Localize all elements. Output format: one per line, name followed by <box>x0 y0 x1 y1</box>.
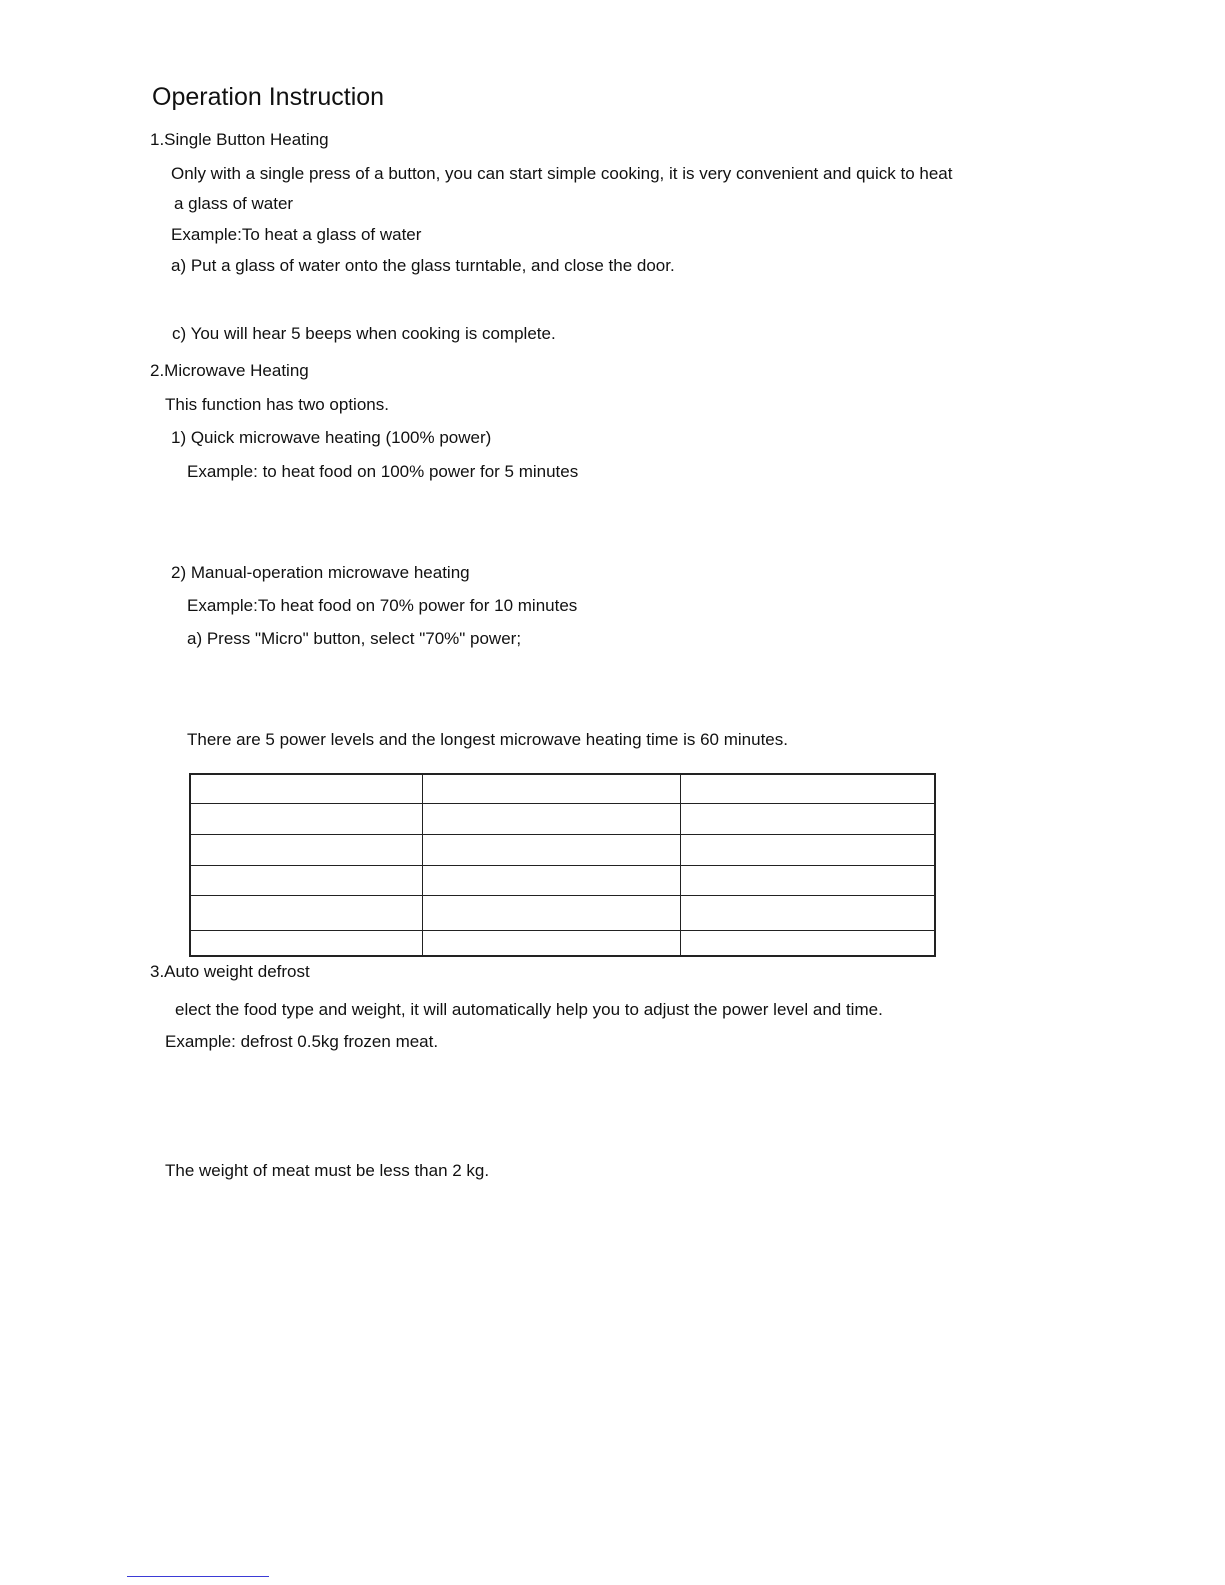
section2-heading: 2.Microwave Heating <box>150 361 309 380</box>
section2-power-note: There are 5 power levels and the longest microwave heating time is 60 minutes. <box>187 730 788 749</box>
section3-weight-note: The weight of meat must be less than 2 kg. <box>165 1161 490 1180</box>
section3-example: Example: defrost 0.5kg frozen meat. <box>165 1032 439 1051</box>
section1-step-a: a) Put a glass of water onto the glass turntable, and close the door. <box>171 256 675 275</box>
table-cell <box>423 774 681 803</box>
table-cell <box>681 803 936 834</box>
table-row <box>190 895 935 930</box>
section3-heading: 3.Auto weight defrost <box>150 962 310 981</box>
section1-description-line1: Only with a single press of a button, you can start simple cooking, it is very convenient and quick to heat <box>171 164 953 183</box>
section2-option2-step-a: a) Press "Micro" button, select "70%" power; <box>187 629 522 648</box>
section3-description: elect the food type and weight, it will automatically help you to adjust the power level and time. <box>175 1000 883 1019</box>
section2-option2: 2) Manual-operation microwave heating <box>171 563 470 582</box>
table-cell <box>681 834 936 865</box>
table-cell <box>681 895 936 930</box>
footnote-divider <box>127 1576 269 1577</box>
table-cell <box>190 774 423 803</box>
table-cell <box>190 865 423 895</box>
table-cell <box>190 895 423 930</box>
table-row <box>190 930 935 956</box>
power-level-table <box>189 773 936 957</box>
table-row <box>190 865 935 895</box>
section2-option1: 1) Quick microwave heating (100% power) <box>171 428 492 447</box>
section1-description-line2: a glass of water <box>174 194 294 213</box>
table-cell <box>190 930 423 956</box>
table-cell <box>423 895 681 930</box>
section2-intro: This function has two options. <box>165 395 389 414</box>
section2-option2-example: Example:To heat food on 70% power for 10 minutes <box>187 596 578 615</box>
table-cell <box>423 803 681 834</box>
table-cell <box>190 834 423 865</box>
table-cell <box>681 930 936 956</box>
table-cell <box>681 774 936 803</box>
table-cell <box>190 803 423 834</box>
table-cell <box>423 930 681 956</box>
table-row <box>190 834 935 865</box>
section1-step-c: c) You will hear 5 beeps when cooking is complete. <box>172 324 556 343</box>
table-row <box>190 803 935 834</box>
section1-example: Example:To heat a glass of water <box>171 225 422 244</box>
table-cell <box>423 865 681 895</box>
page-title: Operation Instruction <box>152 83 385 111</box>
section2-option1-example: Example: to heat food on 100% power for 5 minutes <box>187 462 579 481</box>
table-cell <box>681 865 936 895</box>
table-row <box>190 774 935 803</box>
table-cell <box>423 834 681 865</box>
section1-heading: 1.Single Button Heating <box>150 130 329 149</box>
